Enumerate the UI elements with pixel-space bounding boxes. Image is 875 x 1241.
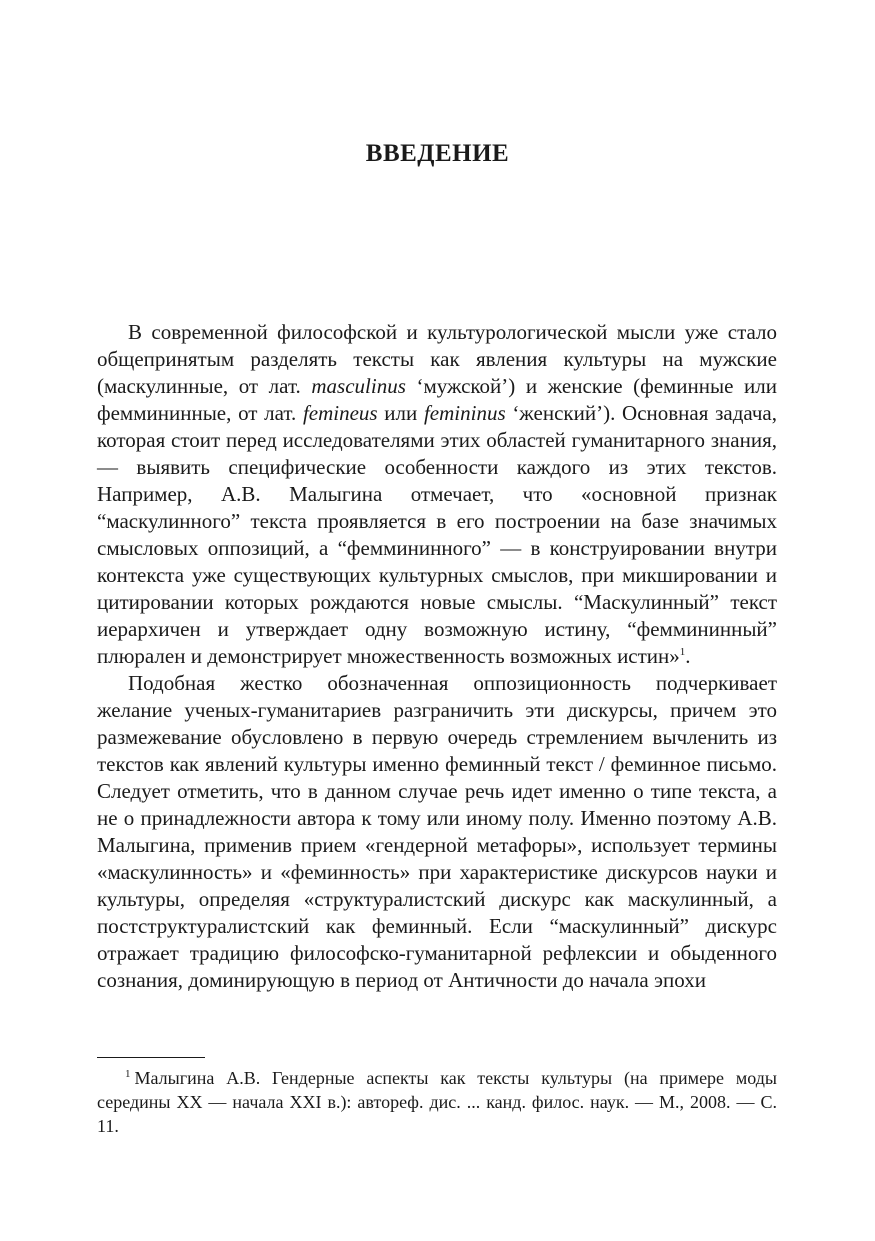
paragraph-1-text-d: ‘женский’). Основная задача, которая стоит перед исследователями этих областей гуманитарного знания, — выявить специфические особенности каждого из этих текстов. Например, А.В. Малыгина отмечает, что «основной признак “маскулинного” текста проявляется в его построении на базе значимых смысловых оппозиций, а “феммининного” — в конструировании внутри контекста уже существующих культурных смыслов, при микшировании и цитировании которых рождаются новые смыслы. “Маскулинный” текст иерархичен и утверждает одну возможную истину, “феммининный” плюрален и демонстрирует множественность возможных истин»: [97, 401, 777, 668]
paragraph-1-text-a: В современной философской и культурологической мысли уже стало общепринятым разделять тексты как явления культуры на мужские (маскулинные, от лат.: [97, 320, 777, 398]
latin-term-femineus: femineus: [302, 401, 378, 425]
paragraph-2: Подобная жестко обозначенная оппозиционность подчеркивает желание ученых-гуманитариев разграничить эти дискурсы, причем это размежевание обусловлено в первую очередь стремлением вычленить из текстов как явлений культуры именно феминный текст / феминное письмо. Следует отметить, что в данном случае речь идет именно о типе текста, а не о принадлежности автора к тому или иному полу. Именно поэтому А.В. Малыгина, применив прием «гендерной метафоры», использует термины «маскулинность» и «феминность» при характеристике дискурсов науки и культуры, определяя «структуралистский дискурс как маскулинный, а постструктуралистский как феминный. Если “маскулинный” дискурс отражает традицию философско-гуманитарной рефлексии и обыденного сознания, доминирующую в период от Античности до начала эпохи: [97, 671, 777, 992]
paragraph-1: [97, 319, 777, 670]
paragraph-1-text-e: .: [685, 644, 691, 668]
latin-term-masculinus: masculinus: [311, 374, 406, 398]
footnote-reference[interactable]: 1: [679, 646, 686, 658]
paragraph-1-text-c: или: [377, 401, 424, 425]
footnote-text: Малыгина А.В. Гендерные аспекты как тексты культуры (на примере моды середины XX — начала XXI в.): автореф. дис. ... канд. филос. наук. — М., 2008. — С. 11.: [97, 1068, 777, 1136]
latin-term-femininus: femininus: [423, 401, 506, 425]
footnote: [97, 1066, 777, 1138]
footnote-divider: [97, 1057, 205, 1058]
chapter-title: ВВЕДЕНИЕ: [365, 140, 510, 167]
paragraph-1-text-b: ‘мужской’) и женские (феминные или феммининные, от лат.: [97, 374, 777, 425]
body-text: [97, 319, 777, 994]
footnote-mark: 1: [125, 1068, 131, 1080]
